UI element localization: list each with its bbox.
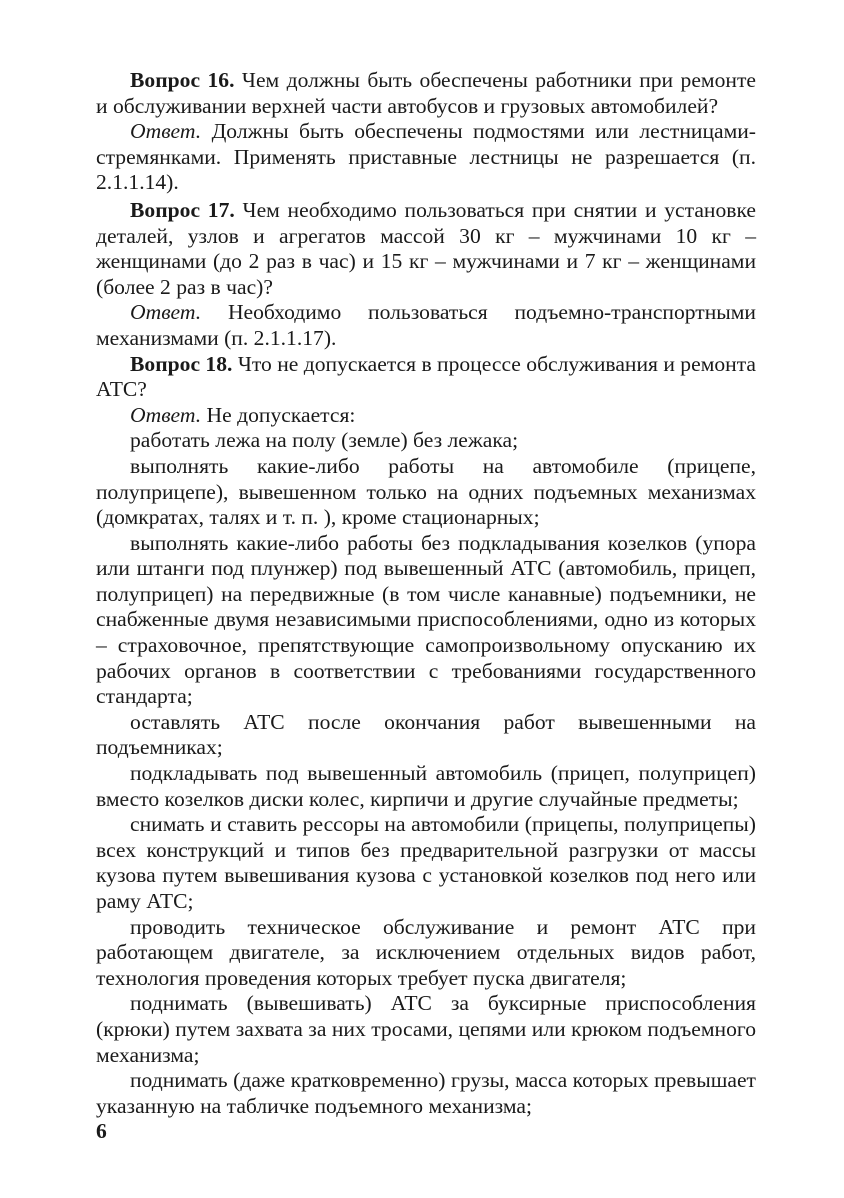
list-item: выполнять какие-либо работы на автомобиле (прицепе, полуприцепе), вывешенном только на одних подъемных механизмах (домкратах, талях и т. п. ), кроме стационарных; <box>96 453 756 530</box>
question-17 <box>96 198 756 300</box>
answer-text: Необходимо пользоваться подъемно-транспортными механизмами (п. 2.1.1.17). <box>96 300 756 350</box>
question-18 <box>96 352 756 403</box>
answer-17 <box>96 300 756 351</box>
answer-label: Ответ. <box>130 402 202 427</box>
question-label: Вопрос 17. <box>130 197 235 222</box>
list-item: поднимать (даже кратковременно) грузы, масса которых превышает указанную на табличке подъемного механизма; <box>96 1068 756 1118</box>
question-label: Вопрос 16. <box>130 68 235 92</box>
page-number: 6 <box>96 1119 107 1143</box>
question-text: Чем необходимо пользоваться при снятии и установке деталей, узлов и агрегатов массой 30 кг – мужчинами 10 кг – женщинами (до 2 раз в час) и 15 кг – мужчинами и 7 кг – женщинами (более 2 раз в час)? <box>96 197 756 299</box>
list-item: снимать и ставить рессоры на автомобили (прицепы, полуприцепы) всех конструкций и типов без предварительной разгрузки от массы кузова путем вывешивания кузова с установкой козелков под него или раму АТС; <box>96 812 756 913</box>
question-16 <box>96 68 756 119</box>
list-item: выполнять какие-либо работы без подкладывания козелков (упора или штанги под плунжер) под вывешенный АТС (автомобиль, прицеп, полуприцеп) на передвижные (в том числе канавные) подъемники, не снабженные двумя независимыми приспособлениями, одно из которых – страховочное, препятствующие самопроизвольному опусканию их рабочих органов в соответствии с требованиями государственного стандарта; <box>96 530 756 709</box>
answer-label: Ответ. <box>130 119 202 144</box>
answer-text: Должны быть обеспечены подмостями или лестницами-стремянками. Применять приставные лестницы не разрешается (п. 2.1.1.14). <box>96 119 756 195</box>
list-item: проводить техническое обслуживание и ремонт АТС при работающем двигателе, за исключением отдельных видов работ, технология проведения которых требует пуска двигателя; <box>96 914 756 990</box>
question-text: Что не допускается в процессе обслуживания и ремонта АТС? <box>96 351 756 402</box>
question-text: Чем должны быть обеспечены работники при ремонте и обслуживании верхней части автобусов и грузовых автомобилей? <box>96 68 756 118</box>
answer-18 <box>96 403 756 429</box>
answer-16 <box>96 119 756 196</box>
answer-label: Ответ. <box>130 300 202 325</box>
list-item: поднимать (вывешивать) АТС за буксирные приспособления (крюки) путем захвата за них тросами, цепями или крюком подъемного механизма; <box>96 991 756 1067</box>
list-item: подкладывать под вывешенный автомобиль (прицеп, полуприцеп) вместо козелков диски колес, кирпичи и другие случайные предметы; <box>96 761 756 811</box>
list-item: работать лежа на полу (земле) без лежака; <box>130 428 519 453</box>
page-body <box>96 66 756 1119</box>
answer-text: Не допускается: <box>206 402 356 427</box>
question-label: Вопрос 18. <box>130 351 233 376</box>
list-item: оставлять АТС после окончания работ вывешенными на подъемниках; <box>96 709 756 760</box>
